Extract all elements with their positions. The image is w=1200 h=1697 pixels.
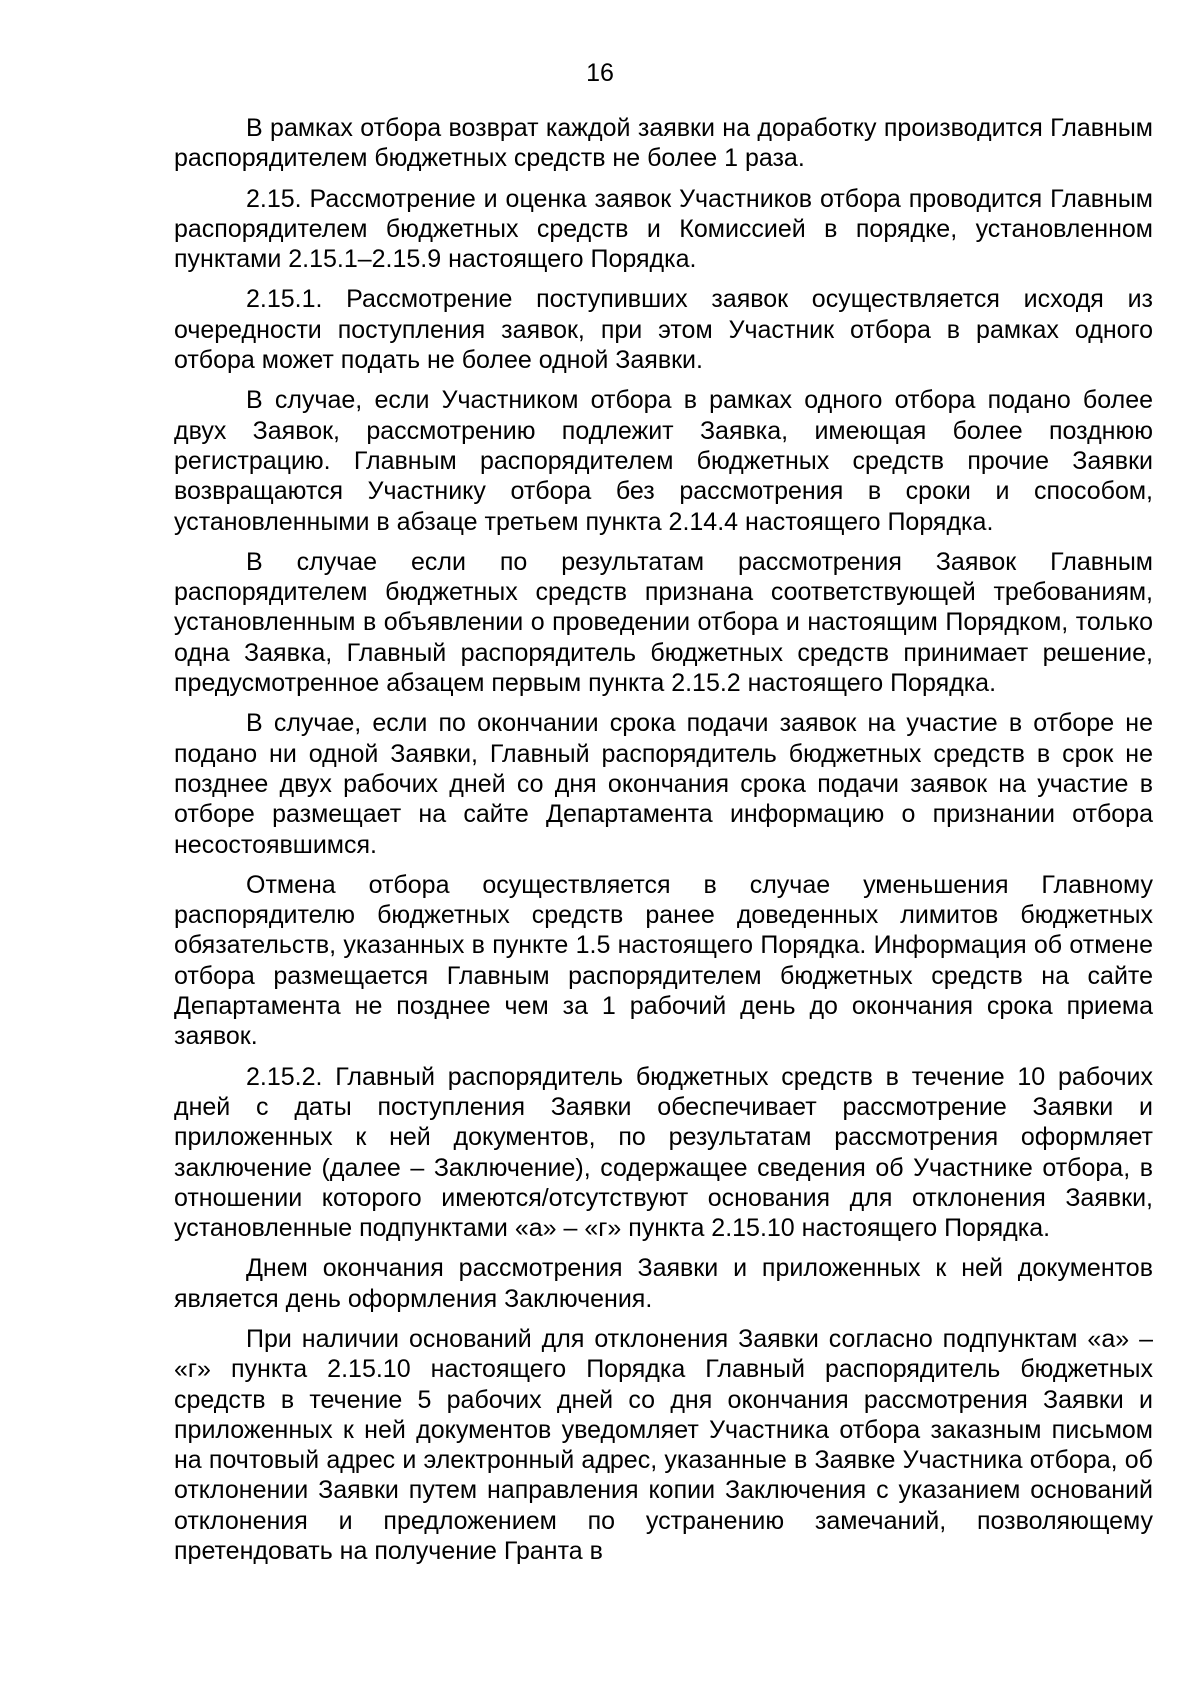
- paragraph-cancellation: Отмена отбора осуществляется в случае уменьшения Главному распорядителю бюджетных средств ранее доведенных лимитов бюджетных обязательств, указанных в пункте 1.5 настоящего Порядка. Информация об отмене отбора размещается Главным распорядителем бюджетных средств на сайте Департамента не позднее чем за 1 рабочий день до окончания срока приема заявок.: [174, 870, 1153, 1051]
- paragraph-rejection-notice: При наличии оснований для отклонения Заявки согласно подпунктам «а» – «г» пункта 2.15.10 настоящего Порядка Главный распорядитель бюджетных средств в течение 5 рабочих дней со дня окончания рассмотрения Заявки и приложенных к ней документов уведомляет Участника отбора заказным письмом на почтовый адрес и электронный адрес, указанные в Заявке Участника отбора, об отклонении Заявки путем направления копии Заключения с указанием оснований отклонения и предложением по устранению замечаний, позволяющему претендовать на получение Гранта в: [174, 1324, 1153, 1566]
- paragraph-return-limit: В рамках отбора возврат каждой заявки на доработку производится Главным распорядителем бюджетных средств не более 1 раза.: [174, 114, 1153, 173]
- paragraph-2-15-2: 2.15.2. Главный распорядитель бюджетных средств в течение 10 рабочих дней с даты поступления Заявки обеспечивает рассмотрение Заявки и приложенных к ней документов, по результатам рассмотрения оформляет заключение (далее – Заключение), содержащее сведения об Участнике отбора, в отношении которого имеются/отсутствуют основания для отклонения Заявки, установленные подпунктами «а» – «г» пункта 2.15.10 настоящего Порядка.: [174, 1062, 1153, 1243]
- paragraph-2-15: 2.15. Рассмотрение и оценка заявок Участников отбора проводится Главным распорядителем бюджетных средств и Комиссией в порядке, установленном пунктами 2.15.1–2.15.9 настоящего Порядка.: [174, 184, 1153, 274]
- paragraph-no-applications: В случае, если по окончании срока подачи заявок на участие в отборе не подано ни одной Заявки, Главный распорядитель бюджетных средств в срок не позднее двух рабочих дней со дня окончания срока подачи заявок на участие в отборе размещает на сайте Департамента информацию о признании отбора несостоявшимся.: [174, 709, 1153, 859]
- paragraph-2-15-1: 2.15.1. Рассмотрение поступивших заявок осуществляется исходя из очередности поступления заявок, при этом Участник отбора в рамках одного отбора может подать не более одной Заявки.: [174, 285, 1153, 375]
- page-number: 16: [586, 59, 614, 87]
- paragraph-multiple-applications: В случае, если Участником отбора в рамках одного отбора подано более двух Заявок, рассмотрению подлежит Заявка, имеющая более позднюю регистрацию. Главным распорядителем бюджетных средств прочие Заявки возвращаются Участнику отбора без рассмотрения в сроки и способом, установленными в абзаце третьем пункта 2.14.4 настоящего Порядка.: [174, 386, 1153, 536]
- paragraph-review-end-day: Днем окончания рассмотрения Заявки и приложенных к ней документов является день оформления Заключения.: [174, 1254, 1153, 1313]
- paragraph-single-application: В случае если по результатам рассмотрения Заявок Главным распорядителем бюджетных средств признана соответствующей требованиям, установленным в объявлении о проведении отбора и настоящим Порядком, только одна Заявка, Главный распорядитель бюджетных средств принимает решение, предусмотренное абзацем первым пункта 2.15.2 настоящего Порядка.: [174, 547, 1153, 698]
- document-body: [174, 113, 1153, 1576]
